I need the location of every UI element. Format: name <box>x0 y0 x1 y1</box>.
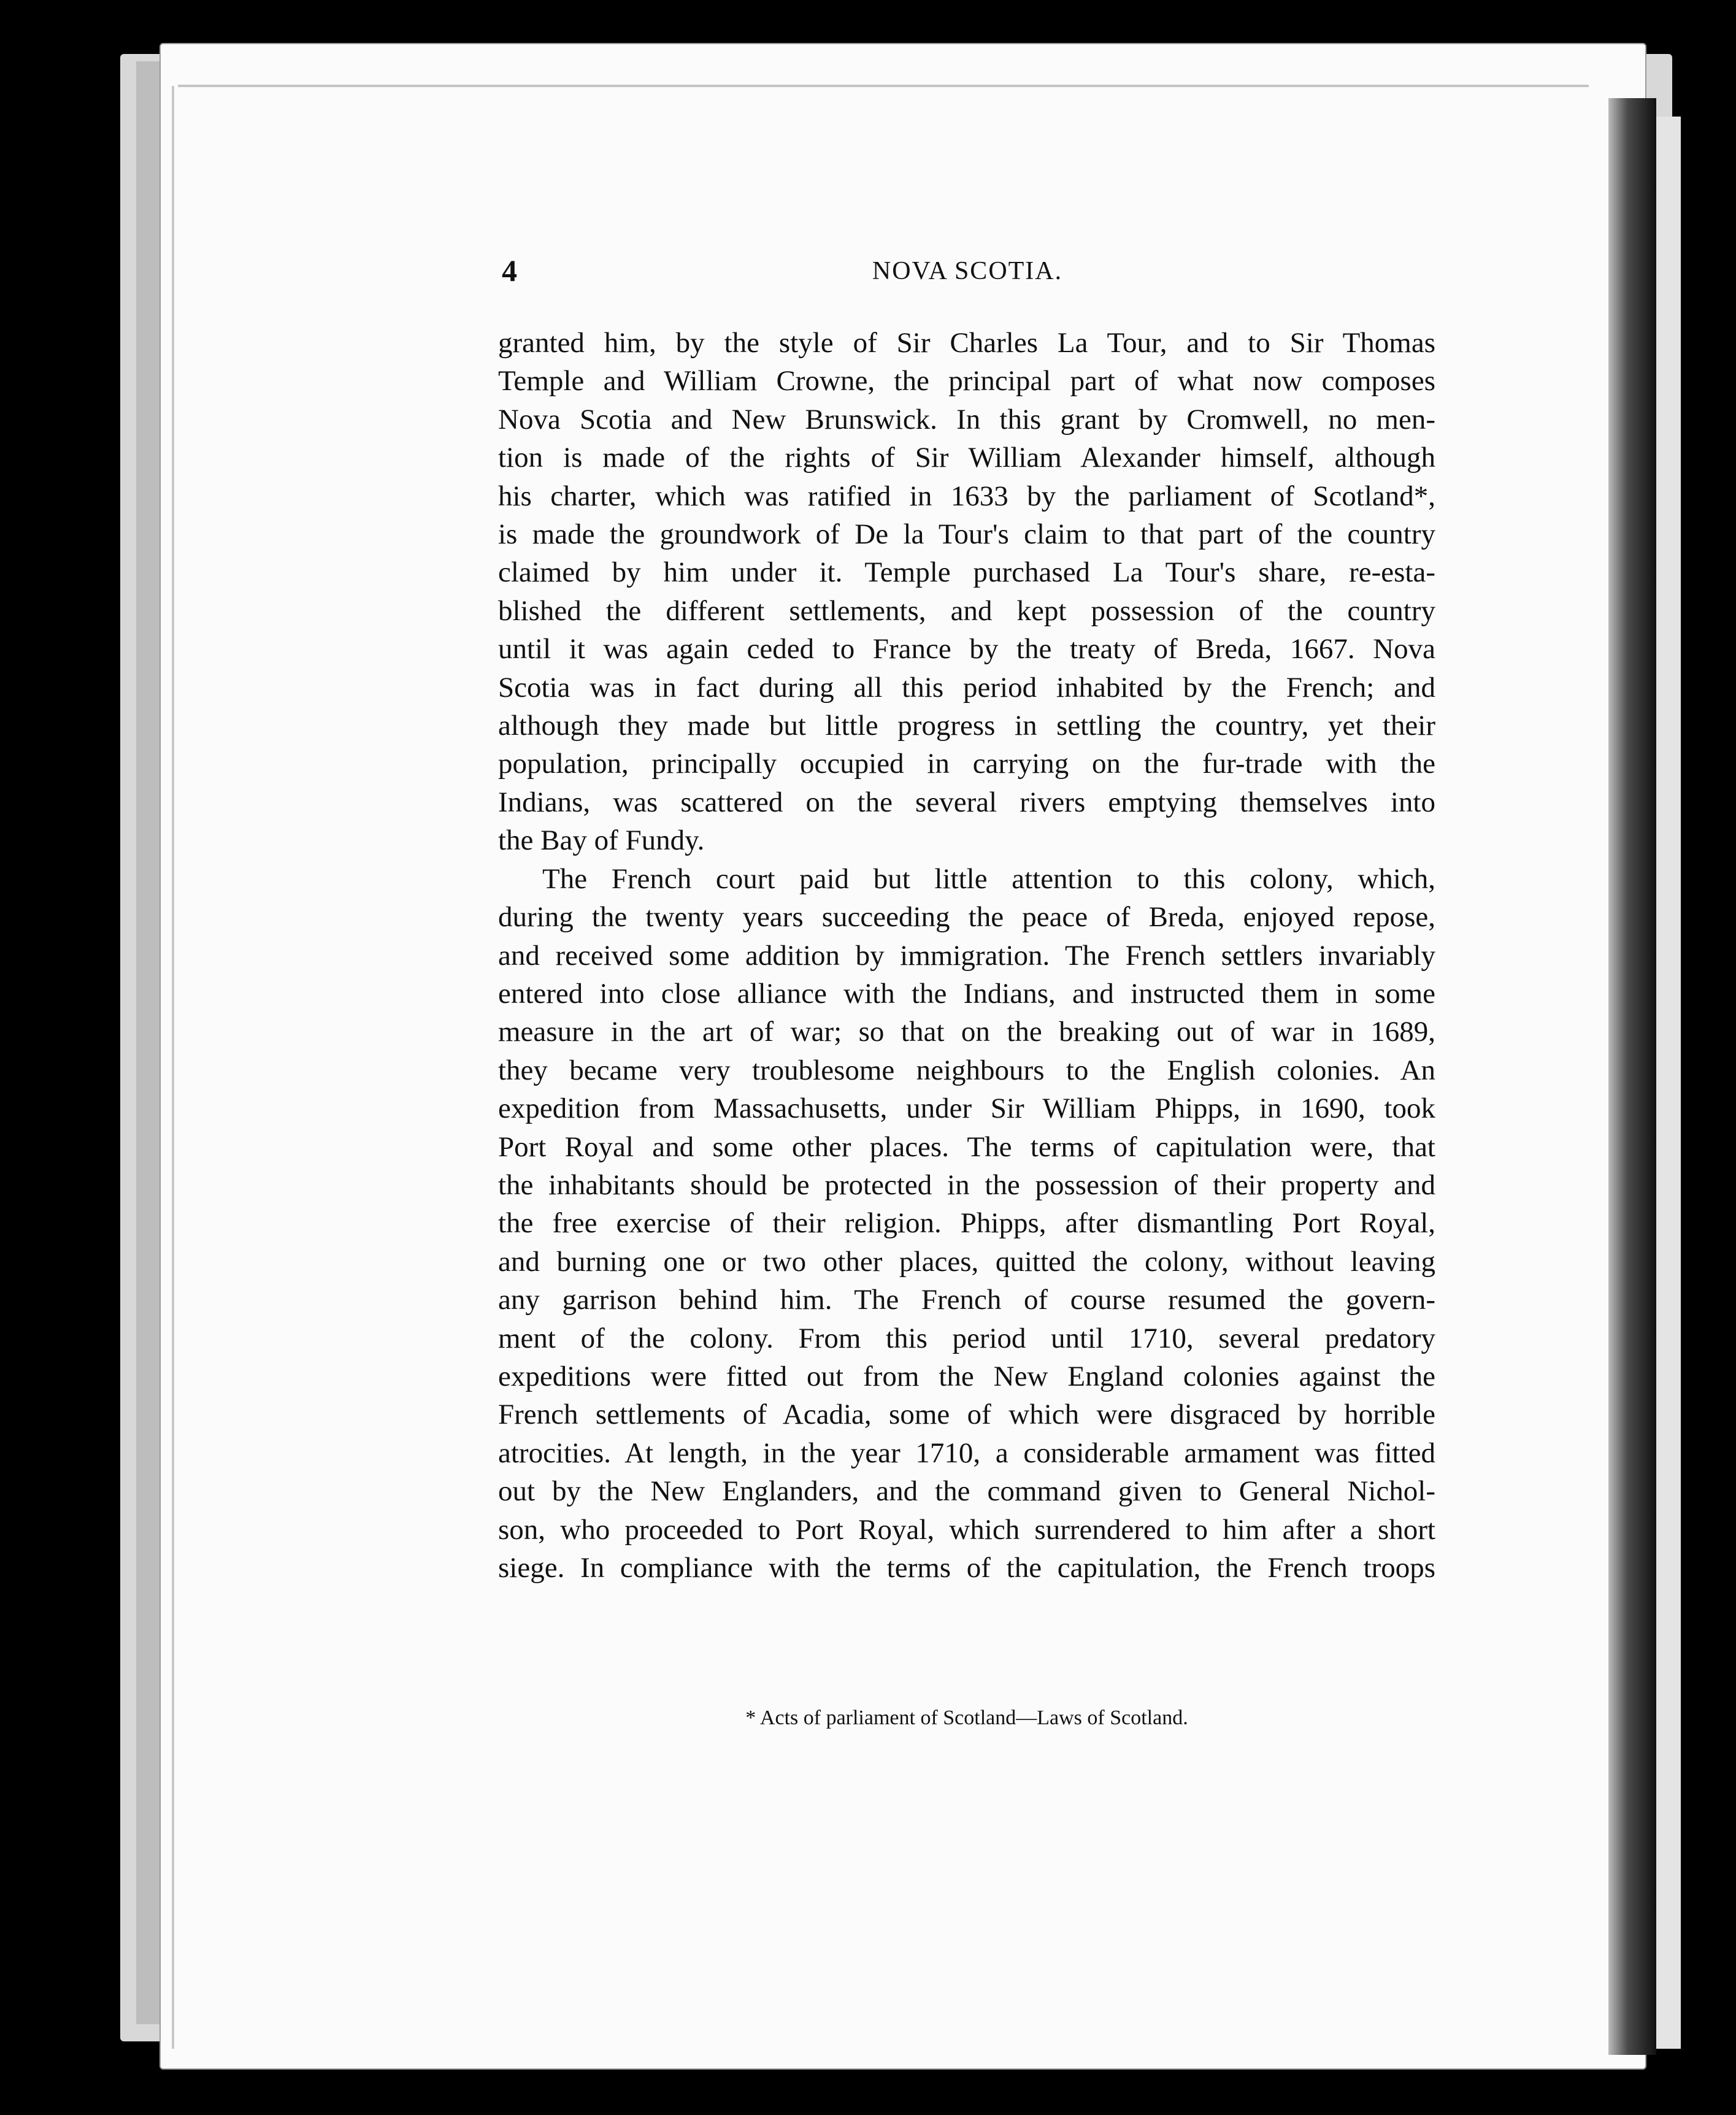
text-line: son, who proceeded to Port Royal, which surrendered to him after a short <box>498 1513 1435 1546</box>
text-line: French settlements of Acadia, some of which were disgraced by horrible <box>498 1399 1435 1431</box>
facing-page-edge <box>1656 117 1681 2049</box>
text-line: Indians, was scattered on the several rivers emptying themselves into <box>498 786 1435 818</box>
back-leaf-edge <box>136 61 161 2024</box>
text-line: The French court paid but little attention to this colony, which, <box>542 862 1435 895</box>
paragraph <box>498 860 1435 1587</box>
text-line: Port Royal and some other places. The terms of capitulation were, that <box>498 1130 1435 1163</box>
text-line: measure in the art of war; so that on the breaking out of war in 1689, <box>498 1016 1435 1048</box>
body-text <box>498 324 1435 1587</box>
text-line: atrocities. At length, in the year 1710, a considerable armament was fitted <box>498 1437 1435 1469</box>
running-head: NOVA SCOTIA. <box>872 257 1063 285</box>
text-line: expeditions were fitted out from the New England colonies against the <box>498 1360 1435 1392</box>
text-line: the free exercise of their religion. Phipps, after dismantling Port Royal, <box>498 1207 1435 1240</box>
text-line: Scotia was in fact during all this period inhabited by the French; and <box>498 671 1435 704</box>
text-line: and received some addition by immigration. The French settlers invariably <box>498 939 1435 972</box>
text-line: is made the groundwork of De la Tour's claim to that part of the country <box>498 518 1435 551</box>
text-line: ment of the colony. From this period until 1710, several predatory <box>498 1322 1435 1354</box>
page-number: 4 <box>502 253 517 288</box>
text-line: the inhabitants should be protected in the possession of their property and <box>498 1169 1435 1201</box>
text-line: granted him, by the style of Sir Charles La Tour, and to Sir Thomas <box>498 327 1435 359</box>
text-line: the Bay of Fundy. <box>498 824 705 857</box>
paragraph <box>498 324 1435 860</box>
text-line: entered into close alliance with the Indians, and instructed them in some <box>498 977 1435 1010</box>
text-line: siege. In compliance with the terms of the capitulation, the French troops <box>498 1552 1435 1584</box>
text-line: during the twenty years succeeding the peace of Breda, enjoyed repose, <box>498 901 1435 934</box>
text-line: and burning one or two other places, quitted the colony, without leaving <box>498 1245 1435 1278</box>
text-line: expedition from Massachusetts, under Sir William Phipps, in 1690, took <box>498 1092 1435 1125</box>
text-line: Nova Scotia and New Brunswick. In this grant by Cromwell, no men- <box>498 403 1435 436</box>
text-line: out by the New Englanders, and the command given to General Nichol- <box>498 1475 1435 1508</box>
text-line: until it was again ceded to France by the treaty of Breda, 1667. Nova <box>498 633 1435 666</box>
page-header <box>502 253 1433 296</box>
text-line: although they made but little progress in settling the country, yet their <box>498 710 1435 742</box>
footnote: * Acts of parliament of Scotland—Laws of Scotland. <box>745 1706 1188 1729</box>
text-line: they became very troublesome neighbours to the English colonies. An <box>498 1054 1435 1086</box>
text-line: claimed by him under it. Temple purchased La Tour's share, re-esta- <box>498 556 1435 589</box>
text-line: tion is made of the rights of Sir William Alexander himself, although <box>498 442 1435 474</box>
text-line: population, principally occupied in carrying on the fur-trade with the <box>498 748 1435 780</box>
page-edge-left <box>172 86 174 2049</box>
page-edge-top <box>178 85 1589 87</box>
text-line: his charter, which was ratified in 1633 by the parliament of Scotland*, <box>498 480 1435 512</box>
text-line: any garrison behind him. The French of course resumed the govern- <box>498 1284 1435 1316</box>
text-line: blished the different settlements, and kept possession of the country <box>498 594 1435 627</box>
binding-gutter <box>1608 98 1656 2055</box>
text-line: Temple and William Crowne, the principal part of what now composes <box>498 365 1435 397</box>
